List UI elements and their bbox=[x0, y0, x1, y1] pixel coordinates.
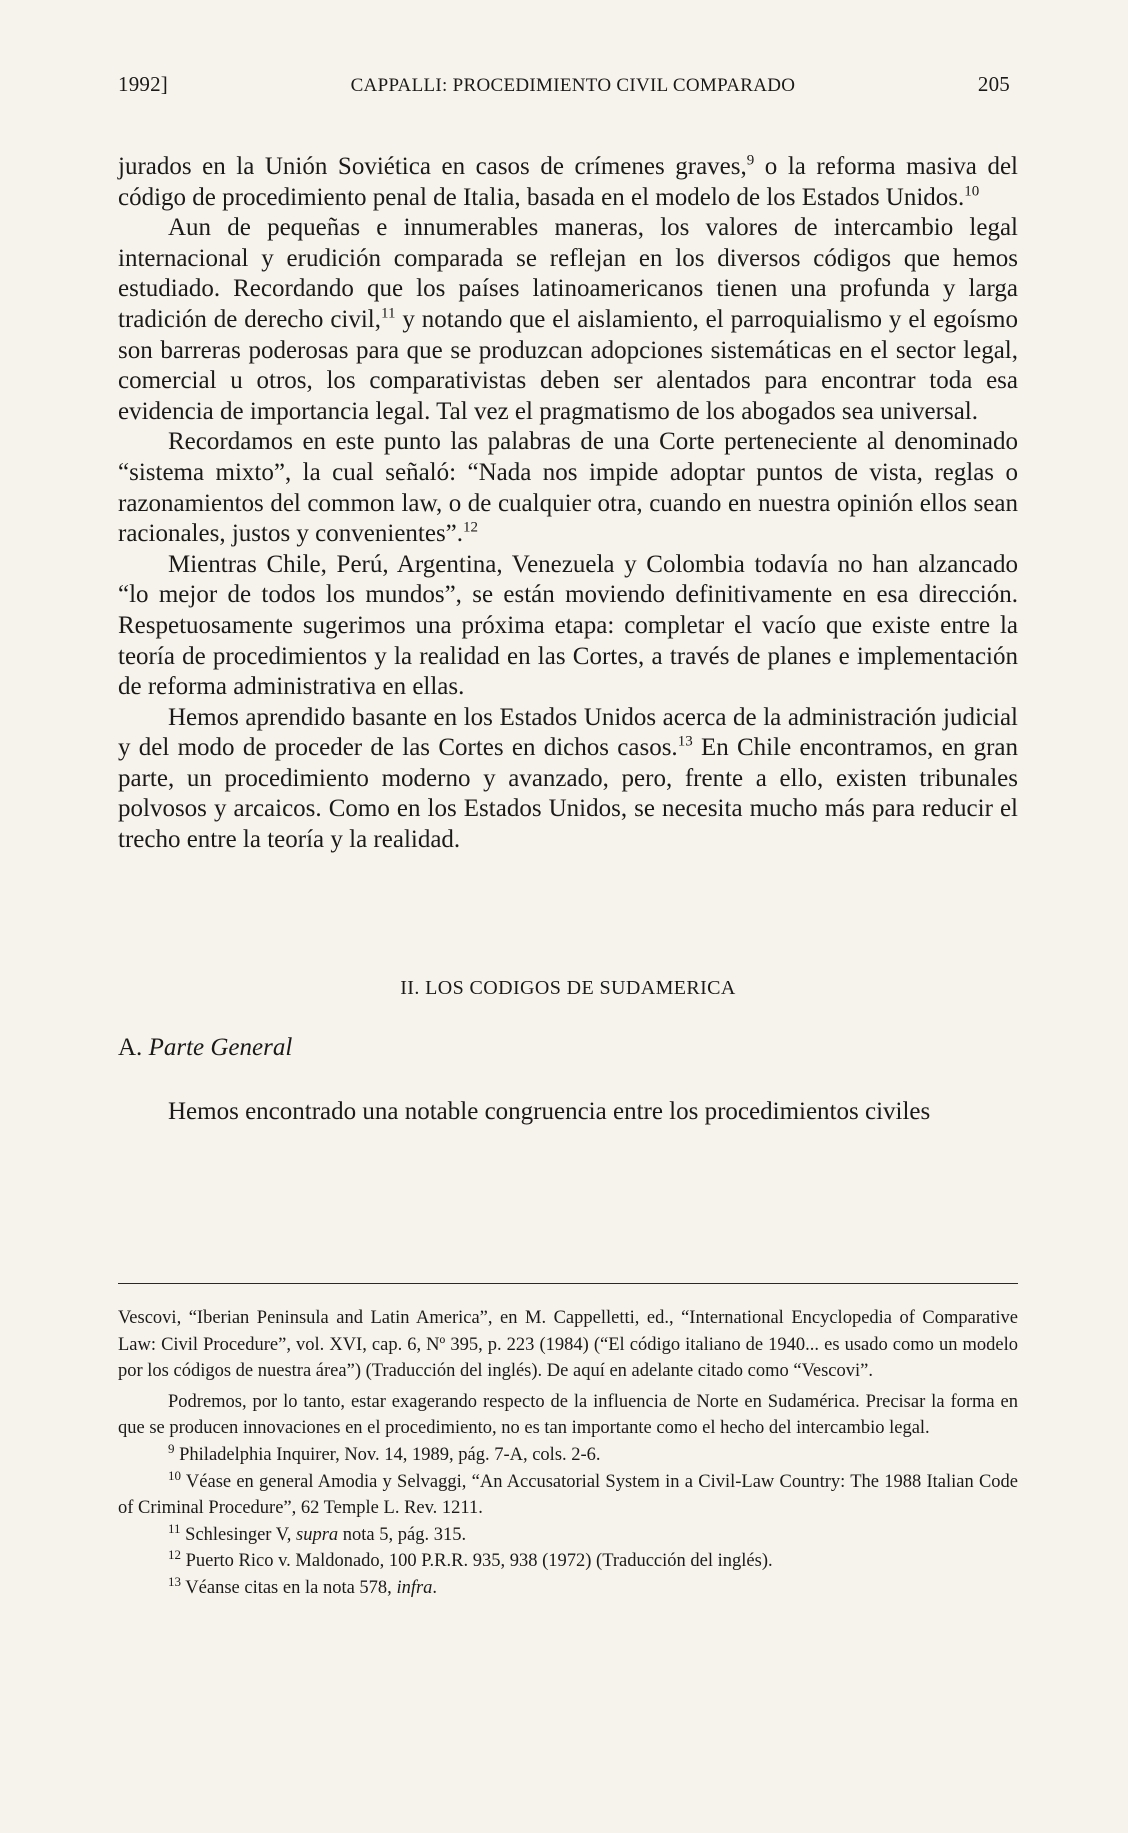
footnote-13 bbox=[118, 1575, 1018, 1602]
footnote-13-text-b: . bbox=[432, 1577, 438, 1598]
footnote-9-number: 9 bbox=[168, 1440, 175, 1456]
main-text bbox=[118, 152, 1018, 856]
paragraph-3-text: Recordamos en este punto las palabras de una Corte perteneciente al denominado “sistema mixto”, la cual señaló: “Nada nos impide adoptar puntos de vista, reglas o razonamientos del common law, o de cualquier otra, cuando en nuestra opinión ellos sean racionales, justos y convenientes”. bbox=[118, 428, 1018, 548]
paragraph-2-text-a: Aun de pequeñas e innumerables maneras, los valores de intercambio legal internacional y erudición comparada se reflejan en los diversos códigos que hemos estudiado. Recordando que los países latinoamericanos tienen una profunda y larga tradición de derecho civil, bbox=[118, 214, 1018, 333]
paragraph-5 bbox=[118, 703, 1018, 856]
footnote-11-text-b: nota 5, pág. 315. bbox=[338, 1524, 467, 1545]
footnote-13-italic: infra bbox=[396, 1577, 433, 1598]
footnote-ref-9: 9 bbox=[746, 152, 755, 169]
subsection-heading bbox=[118, 1034, 292, 1062]
footnote-9 bbox=[118, 1442, 1018, 1469]
footnote-11-number: 11 bbox=[168, 1520, 181, 1536]
section-text bbox=[118, 1097, 1018, 1128]
footnote-ref-11: 11 bbox=[381, 305, 396, 322]
paragraph-6: Hemos encontrado una notable congruencia entre los procedimientos civiles bbox=[168, 1098, 931, 1125]
footnote-9-text: Philadelphia Inquirer, Nov. 14, 1989, pág. 7-A, cols. 2-6. bbox=[174, 1444, 601, 1465]
footnote-11-text-a: Schlesinger V, bbox=[180, 1524, 296, 1545]
paragraph-1 bbox=[118, 152, 1018, 213]
footnotes bbox=[118, 1305, 1018, 1602]
subsection-letter: A. bbox=[118, 1034, 143, 1061]
footnote-10 bbox=[118, 1469, 1018, 1522]
page-number: 205 bbox=[977, 72, 1010, 96]
running-header bbox=[118, 72, 1010, 97]
footnote-ref-10: 10 bbox=[964, 183, 980, 200]
paragraph-2-text-b: y notando que el aislamiento, el parroquialismo y el egoísmo son barreras poderosas para que se produzcan adopciones sistemáticas en el sector legal, comercial u otros, los comparativistas deben ser alentados para encontrar toda esa evidencia de importancia legal. Tal vez el pragmatismo de los abogados sea universal. bbox=[118, 305, 1018, 425]
subsection-title: Parte General bbox=[148, 1034, 293, 1061]
footnote-divider bbox=[118, 1283, 1018, 1284]
footnote-12 bbox=[118, 1548, 1018, 1575]
footnote-10-number: 10 bbox=[168, 1467, 181, 1483]
footnote-13-text-a: Véanse citas en la nota 578, bbox=[181, 1577, 397, 1598]
footnote-13-number: 13 bbox=[168, 1573, 181, 1589]
footnote-ref-13: 13 bbox=[677, 733, 693, 750]
header-year: 1992] bbox=[118, 72, 168, 96]
paragraph-4: Mientras Chile, Perú, Argentina, Venezuela y Colombia todavía no han alzancado “lo mejor de todos los mundos”, se están moviendo definitivamente en esa dirección. Respetuosamente sugerimos una próxima etapa: completar el vacío que existe entre la teoría de procedimientos y la realidad en las Cortes, a través de planes e implementación de reforma administrativa en ellas. bbox=[118, 550, 1018, 701]
paragraph-2 bbox=[118, 213, 1018, 427]
footnote-ref-12: 12 bbox=[463, 519, 479, 536]
paragraph-1-text-a: jurados en la Unión Soviética en casos de crímenes graves, bbox=[118, 153, 747, 180]
footnote-11-italic: supra bbox=[296, 1524, 339, 1545]
paragraph-1-text-b: o la reforma masiva del código de procedimiento penal de Italia, basada en el modelo de los Estados Unidos. bbox=[118, 153, 1018, 211]
footnote-11 bbox=[118, 1522, 1018, 1549]
footnote-12-number: 12 bbox=[168, 1547, 181, 1563]
section-heading: II. LOS CODIGOS DE SUDAMERICA bbox=[400, 977, 736, 999]
running-title: CAPPALLI: PROCEDIMIENTO CIVIL COMPARADO bbox=[350, 75, 796, 96]
footnote-12-text: Puerto Rico v. Maldonado, 100 P.R.R. 935, 938 (1972) (Traducción del inglés). bbox=[181, 1551, 773, 1572]
footnote-continuation-2: Podremos, por lo tanto, estar exagerando respecto de la influencia de Norte en Sudamérica. Precisar la forma en que se producen innovaciones en el procedimiento, no es tan importante como el hecho del intercambio legal. bbox=[118, 1391, 1018, 1439]
paragraph-5-text-b: En Chile encontramos, en gran parte, un procedimiento moderno y avanzado, pero, frente a ello, existen tribunales polvosos y arcaicos. Como en los Estados Unidos, se necesita mucho más para reducir el trecho entre la teoría y la realidad. bbox=[118, 734, 1018, 854]
paragraph-5-text-a: Hemos aprendido basante en los Estados Unidos acerca de la administración judicial y del modo de proceder de las Cortes en dichos casos. bbox=[118, 703, 1018, 762]
footnote-10-text: Véase en general Amodia y Selvaggi, “An Accusatorial System in a Civil-Law Country: The 1988 Italian Code of Criminal Procedure”, 62 Temple L. Rev. 1211. bbox=[118, 1471, 1018, 1519]
paragraph-3 bbox=[118, 427, 1018, 549]
footnote-continuation-1: Vescovi, “Iberian Peninsula and Latin America”, en M. Cappelletti, ed., “International Encyclopedia of Comparative Law: Civil Procedure”, vol. XVI, cap. 6, Nº 395, p. 223 (1984) (“El código italiano de 1940... es usado como un modelo por los códigos de nuestra área”) (Traducción del inglés). De aquí en adelante citado como “Vescovi”. bbox=[118, 1308, 1018, 1382]
